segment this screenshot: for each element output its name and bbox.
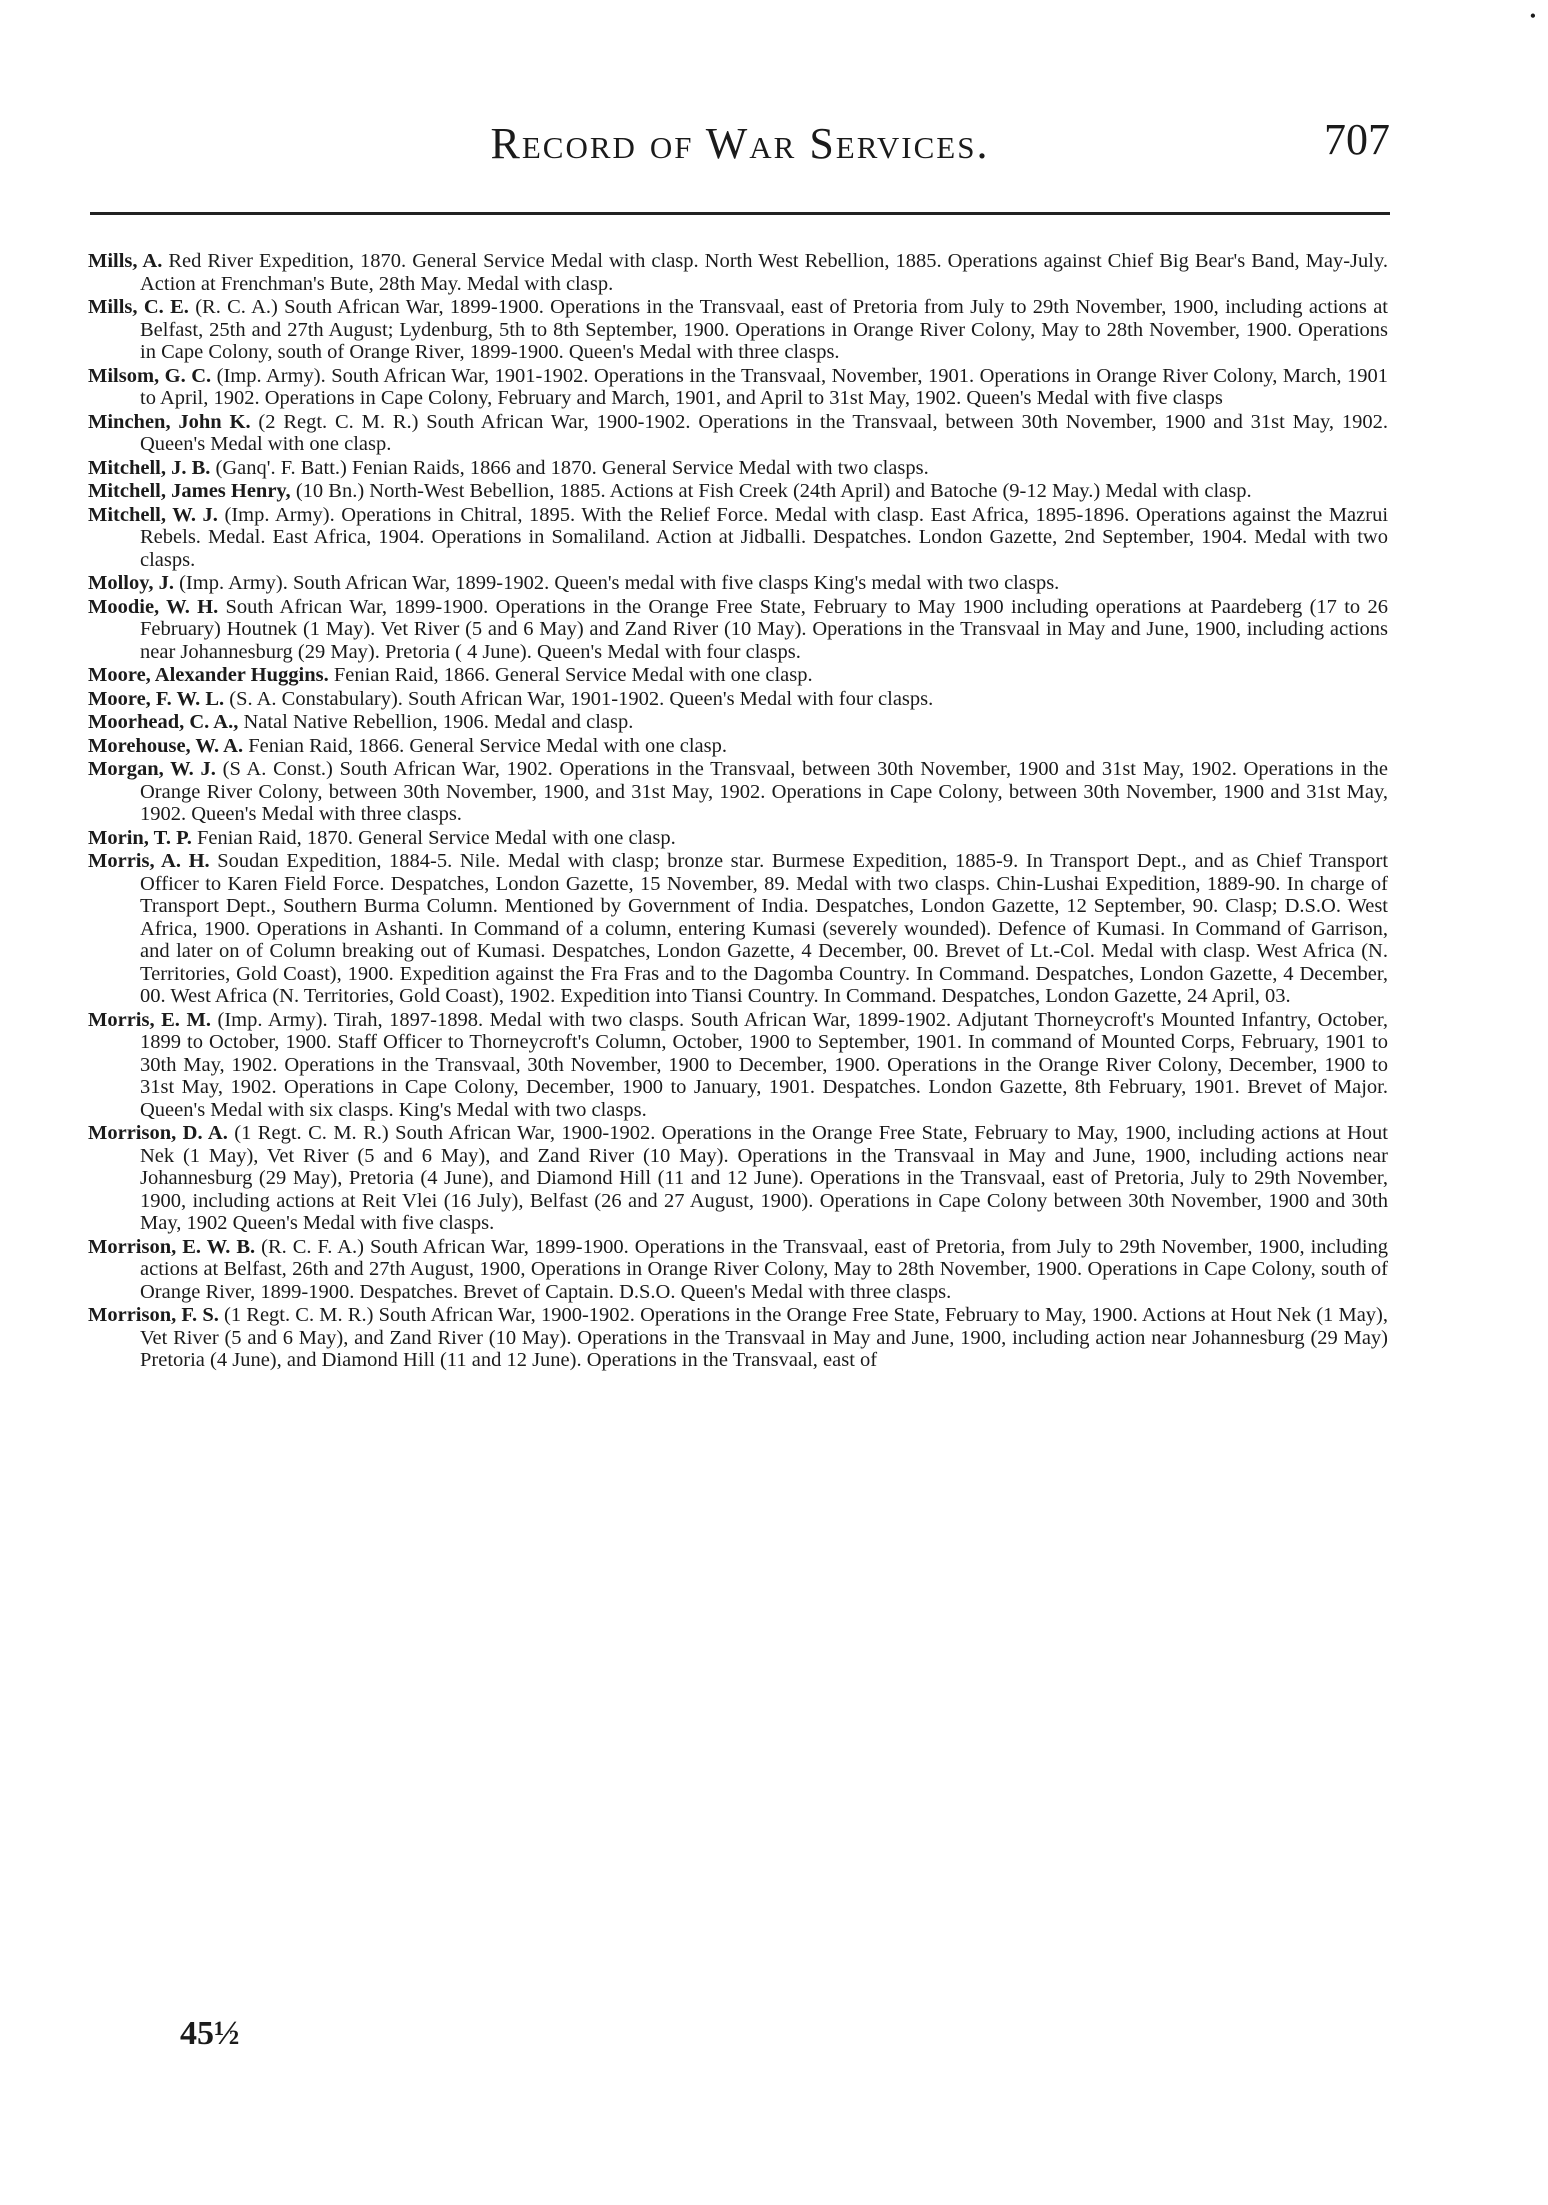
record-entry — [88, 758, 1388, 826]
record-entry — [88, 1122, 1388, 1235]
entry-name: Mitchell, J. B. — [88, 456, 211, 479]
entry-text: (2 Regt. C. M. R.) South African War, 1900-1902. Operations in the Transvaal, between 30th November, 1900 and 31st May, 1902. Queen's Medal with one clasp. — [140, 410, 1388, 455]
record-entry — [88, 850, 1388, 1008]
entry-text: (R. C. A.) South African War, 1899-1900. Operations in the Transvaal, east of Pretoria from July to 29th November, 1900, including actions at Belfast, 25th and 27th August; Lydenburg, 5th to 8th September, 1900. Operations in Orange River Colony, May to 28th November, 1900. Operations in Cape Colony, south of Orange River, 1899-1900. Queen's Medal with three clasps. — [140, 296, 1388, 363]
entry-name: Morrison, E. W. B. — [88, 1235, 256, 1258]
record-entry — [88, 480, 1388, 503]
entry-name: Morris, E. M. — [88, 1008, 211, 1031]
entry-name: Morgan, W. J. — [88, 758, 216, 780]
entry-name: Morehouse, W. A. — [88, 734, 244, 757]
entry-text: (1 Regt. C. M. R.) South African War, 1900-1902. Operations in the Orange Free State, February to May, 1900, including actions at Hout Nek (1 May), Vet River (5 and 6 May), and Zand River (10 May). Operations in the Transvaal in May and June, 1900, including actions near Johannesburg (29 May), Pretoria (4 June), and Diamond Hill (11 and 12 June). Operations in the Transvaal, east of Pretoria, July to 29th November, 1900, including actions at Reit Vlei (16 July), Belfast (26 and 27 August, 1900). Operations in Cape Colony between 30th November, 1900 and 30th May, 1902 Queen's Medal with five clasps. — [140, 1122, 1388, 1234]
record-entry — [88, 1236, 1388, 1304]
entry-text: (Imp. Army). South African War, 1899-1902. Queen's medal with five clasps King's medal with two clasps. — [179, 572, 1060, 594]
record-entry — [88, 596, 1388, 664]
entry-text: (S. A. Constabulary). South African War, 1901-1902. Queen's Medal with four clasps. — [229, 687, 934, 710]
entry-text: (Imp. Army). Operations in Chitral, 1895. With the Relief Force. Medal with clasp. East Africa, 1895-1896. Operations against the Mazrui Rebels. Medal. East Africa, 1904. Operations in Somaliland. Action at Jidballi. Despatches. London Gazette, 2nd September, 1904. Medal with two clasps. — [140, 503, 1389, 571]
signature-mark: 45½ — [180, 2015, 240, 2052]
entry-name: Molloy, J. — [88, 572, 174, 594]
record-entry — [88, 711, 1388, 734]
entry-name: Moore, F. W. L. — [88, 687, 225, 710]
record-entry — [88, 572, 1388, 595]
entry-text: Fenian Raid, 1866. General Service Medal with one clasp. — [333, 664, 813, 686]
record-entry — [88, 365, 1388, 410]
record-entry — [88, 411, 1388, 456]
service-record-list — [88, 250, 1388, 1373]
entry-text: Natal Native Rebellion, 1906. Medal and clasp. — [243, 711, 634, 733]
entry-text: South African War, 1899-1900. Operations in the Orange Free State, February to May 1900 including operations at Paardeberg (17 to 26 February) Houtnek (1 May). Vet River (5 and 6 May) and Zand River (10 May). Operations in the Transvaal in May and June, 1900, including actions near Johannesburg (29 May). Pretoria ( 4 June). Queen's Medal with four clasps. — [140, 595, 1388, 663]
entry-name: Morrison, D. A. — [88, 1122, 228, 1144]
entry-name: Morrison, F. S. — [88, 1304, 219, 1326]
record-entry — [88, 1304, 1388, 1372]
margin-mark: • — [1529, 6, 1536, 26]
entry-text: Fenian Raid, 1866. General Service Medal with one clasp. — [248, 734, 728, 757]
page-header — [90, 115, 1390, 178]
entry-name: Morris, A. H. — [88, 850, 210, 872]
entry-name: Mills, C. E. — [88, 296, 189, 318]
page-number: 707 — [1324, 115, 1390, 164]
running-title: Record of War Services. — [490, 119, 990, 168]
entry-text: (10 Bn.) North-West Bebellion, 1885. Actions at Fish Creek (24th April) and Batoche (9-12 May.) Medal with clasp. — [295, 480, 1252, 502]
entry-name: Moore, Alexander Huggins. — [88, 664, 329, 686]
record-entry — [88, 664, 1388, 687]
record-entry — [88, 250, 1388, 295]
record-entry — [88, 1009, 1388, 1122]
entry-text: (1 Regt. C. M. R.) South African War, 1900-1902. Operations in the Orange Free State, February to May, 1900. Actions at Hout Nek (1 May), Vet River (5 and 6 May), and Zand River (10 May). Operations in the Transvaal in May and June, 1900, including action near Johannesburg (29 May) Pretoria (4 June), and Diamond Hill (11 and 12 June). Operations in the Transvaal, east of — [140, 1304, 1388, 1371]
entry-text: Soudan Expedition, 1884-5. Nile. Medal with clasp; bronze star. Burmese Expedition, 1885-9. In Transport Dept., and as Chief Transport Officer to Karen Field Force. Despatches, London Gazette, 15 November, 89. Medal with two clasps. Chin-Lushai Expedition, 1889-90. In charge of Transport Dept., Southern Burma Column. Mentioned by Government of India. Despatches, London Gazette, 12 September, 90. Clasp; D.S.O. West Africa, 1900. Operations in Ashanti. In Command of a column, entering Kumasi (severely wounded). Defence of Kumasi. In Command of Garrison, and later on of Column breaking out of Kumasi. Despatches, London Gazette, 4 December, 00. Brevet of Lt.-Col. Medal with clasp. West Africa (N. Territories, Gold Coast), 1900. Expedition against the Fra Fras and to the Dagomba Country. In Command. Despatches, London Gazette, 4 December, 00. West Africa (N. Territories, Gold Coast), 1902. Expedition into Tiansi Country. In Command. Despatches, London Gazette, 24 April, 03. — [140, 850, 1389, 1007]
entry-name: Milsom, G. C. — [88, 364, 212, 387]
entry-text: (Imp. Army). Tirah, 1897-1898. Medal with two clasps. South African War, 1899-1902. Adjutant Thorneycroft's Mounted Infantry, October, 1899 to October, 1900. Staff Officer to Thorneycroft's Column, October, 1900 to September, 1901. In command of Mounted Corps, February, 1901 to 30th May, 1902. Operations in the Transvaal, 30th November, 1900 to December, 1900. Operations in the Orange River Colony, December, 1900 to 31st May, 1902. Operations in Cape Colony, December, 1900 to January, 1901. Despatches. London Gazette, 8th February, 1901. Brevet of Major. Queen's Medal with six clasps. King's Medal with two clasps. — [140, 1008, 1388, 1121]
record-entry — [88, 688, 1388, 711]
record-entry — [88, 827, 1388, 850]
record-entry — [88, 504, 1388, 572]
entry-name: Moodie, W. H. — [88, 595, 219, 618]
entry-name: Mitchell, James Henry, — [88, 480, 291, 502]
record-entry — [88, 735, 1388, 758]
entry-text: (Imp. Army). South African War, 1901-1902. Operations in the Transvaal, November, 1901. Operations in Orange River Colony, March, 1901 to April, 1902. Operations in Cape Colony, February and March, 1901, and April to 31st May, 1902. Queen's Medal with five clasps — [140, 364, 1389, 409]
entry-text: Fenian Raid, 1870. General Service Medal with one clasp. — [196, 826, 676, 849]
record-entry — [88, 296, 1388, 364]
entry-text: (S A. Const.) South African War, 1902. Operations in the Transvaal, between 30th November, 1900 and 31st May, 1902. Operations in the Orange River Colony, between 30th November, 1900, and 31st May, 1902. Operations in Cape Colony, between 30th November, 1900 and 31st May, 1902. Queen's Medal with three clasps. — [140, 758, 1388, 825]
entry-text: Red River Expedition, 1870. General Service Medal with clasp. North West Rebellion, 1885. Operations against Chief Big Bear's Band, May-July. Action at Frenchman's Bute, 28th May. Medal with clasp. — [140, 250, 1389, 295]
entry-name: Morin, T. P. — [88, 826, 192, 849]
entry-name: Moorhead, C. A., — [88, 711, 239, 733]
entry-name: Minchen, John K. — [88, 410, 251, 433]
entry-text: (Ganq'. F. Batt.) Fenian Raids, 1866 and 1870. General Service Medal with two clasps. — [215, 456, 929, 479]
header-rule — [90, 212, 1390, 215]
entry-name: Mills, A. — [88, 250, 163, 272]
entry-name: Mitchell, W. J. — [88, 503, 218, 526]
entry-text: (R. C. F. A.) South African War, 1899-1900. Operations in the Transvaal, east of Pretoria, from July to 29th November, 1900, including actions at Belfast, 26th and 27th August, 1900, Operations in Orange River Colony, May to 28th November, 1900. Operations in Cape Colony, south of Orange River, 1899-1900. Despatches. Brevet of Captain. D.S.O. Queen's Medal with three clasps. — [140, 1235, 1389, 1303]
record-entry — [88, 457, 1388, 480]
